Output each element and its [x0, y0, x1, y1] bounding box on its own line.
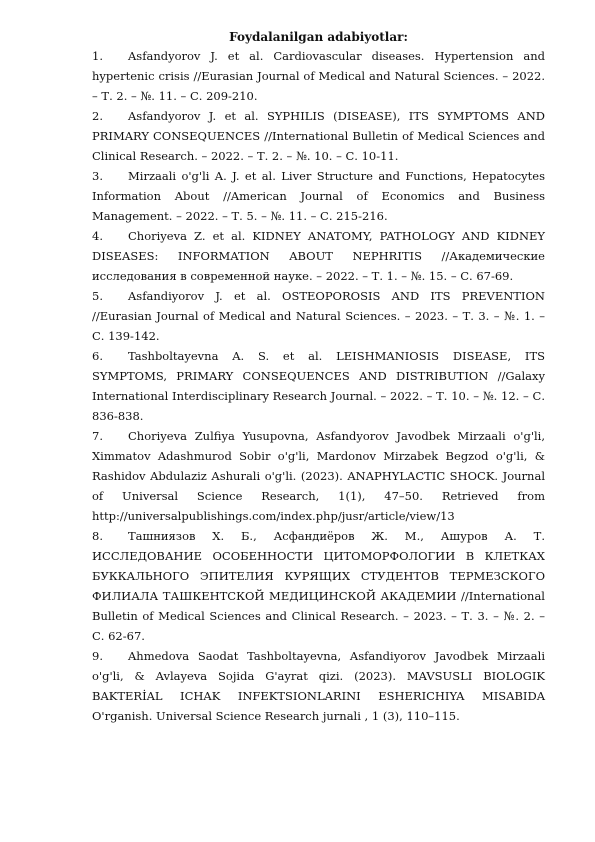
reference-text: Asfandiyorov J. et al. OSTEOPOROSIS AND ITS PREVENTION //Eurasian Journal of Medical and Natural Sciences. – 2023. – Т. 3. – №. 1. – С. 139-142. [92, 289, 545, 343]
reference-text: Tashboltayevna A. S. et al. LEISHMANIOSIS DISEASE, ITS SYMPTOMS, PRIMARY CONSEQUENCES AND DISTRIBUTION //Galaxy International Interdisciplinary Research Journal. – 2022. – Т. 10. – №. 12. – С. 836-838. [92, 349, 545, 423]
reference-text: Mirzaali o'g'li A. J. et al. Liver Structure and Functions, Hepatocytes Information About //American Journal of Economics and Business Management. – 2022. – Т. 5. – №. 11. – С. 215-216. [92, 169, 545, 223]
reference-text: Ташниязов Х. Б., Асфандиёров Ж. М., Ашуров А. Т. ИССЛЕДОВАНИЕ ОСОБЕННОСТИ ЦИТОМОРФОЛОГИИ В КЛЕТКАХ БУККАЛЬНОГО ЭПИТЕЛИЯ КУРЯЩИХ СТУДЕНТОВ ТЕРМЕЗСКОГО ФИЛИАЛА ТАШКЕНТСКОЙ МЕДИЦИНСКОЙ АКАДЕМИИ //International Bulletin of Medical Sciences and Clinical Research. – 2023. – Т. 3. – №. 2. – С. 62-67. [92, 529, 545, 643]
reference-number: 7. [92, 429, 103, 443]
document-page [92, 30, 545, 726]
reference-item [92, 226, 545, 286]
reference-number: 6. [92, 349, 103, 363]
reference-number: 3. [92, 169, 103, 183]
reference-item [92, 166, 545, 226]
reference-item [92, 46, 545, 106]
reference-number: 5. [92, 289, 103, 303]
references-heading: Foydalanilgan adabiyotlar: [229, 30, 408, 44]
reference-text: Ahmedova Saodat Tashboltayevna, Asfandiyorov Javodbek Mirzaali o'g'li, & Avlayeva Sojida G'ayrat qizi. (2023). MAVSUSLI BIOLOGIK BAKTERİAL ICHAK INFEKTSIONLARINI ESHERICHIYA MISABIDA O'rganish. Universal Science Research jurnali , 1 (3), 110–115. [92, 649, 545, 723]
reference-number: 1. [92, 49, 103, 63]
reference-text: Asfandyorov J. et al. SYPHILIS (DISEASE), ITS SYMPTOMS AND PRIMARY CONSEQUENCES //International Bulletin of Medical Sciences and Clinical Research. – 2022. – Т. 2. – №. 10. – С. 10-11. [92, 109, 545, 163]
reference-number: 2. [92, 109, 103, 123]
reference-text: Asfandyorov J. et al. Cardiovascular diseases. Hypertension and hypertenic crisis //Eurasian Journal of Medical and Natural Sciences. – 2022. – Т. 2. – №. 11. – С. 209-210. [92, 49, 545, 103]
reference-item [92, 106, 545, 166]
reference-text: Choriyeva Zulfiya Yusupovna, Asfandyorov Javodbek Mirzaali o'g'li, Ximmatov Adashmurod Sobir o'g'li, Mardonov Mirzabek Begzod o'g'li, & Rashidov Abdulaziz Ashurali o'g'li. (2023). ANAPHYLACTIC SHOCK. Journal of Universal Science Research, 1(1), 47–50. Retrieved from http://universalpublishings.com/index.php/jusr/article/view/13 [92, 429, 545, 523]
reference-text: Choriyeva Z. et al. KIDNEY ANATOMY, PATHOLOGY AND KIDNEY DISEASES: INFORMATION ABOUT NEPHRITIS //Академические исследования в современной науке. – 2022. – Т. 1. – №. 15. – С. 67-69. [92, 229, 545, 283]
reference-item [92, 426, 545, 526]
reference-number: 4. [92, 229, 103, 243]
reference-item [92, 646, 545, 726]
reference-item [92, 346, 545, 426]
reference-item [92, 286, 545, 346]
reference-item [92, 526, 545, 646]
reference-number: 8. [92, 529, 103, 543]
reference-number: 9. [92, 649, 103, 663]
